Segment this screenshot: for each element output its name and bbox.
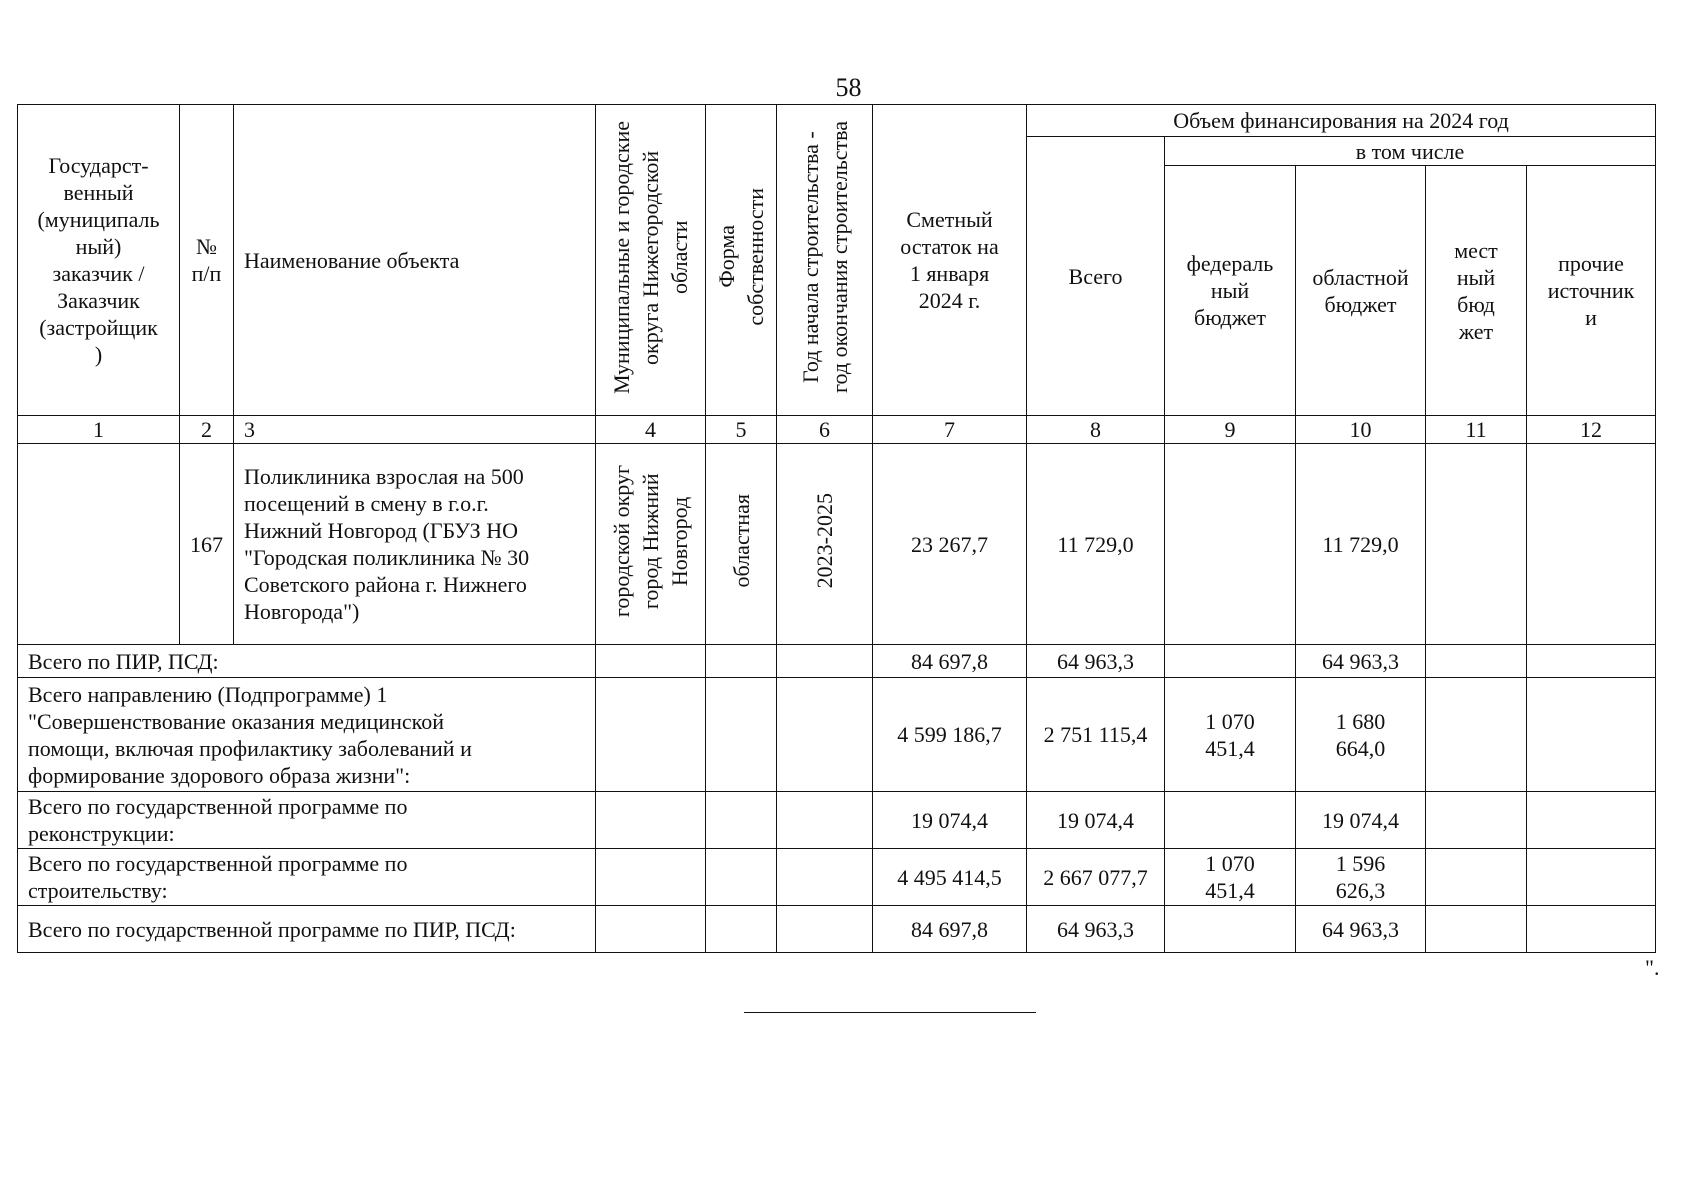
summary-federal <box>1165 906 1296 953</box>
header-financing: Объем финансирования на 2024 год <box>1027 105 1656 137</box>
column-number: 11 <box>1426 416 1527 444</box>
summary-federal: 1 070 451,4 <box>1165 678 1296 792</box>
object-years: 2023-2025 <box>777 444 873 645</box>
object-total: 11 729,0 <box>1027 444 1165 645</box>
column-number: 5 <box>706 416 777 444</box>
column-numbers-row <box>18 416 1656 444</box>
column-number: 2 <box>180 416 234 444</box>
summary-label: Всего по государственной программе по строительству: <box>18 849 596 906</box>
object-other <box>1527 444 1656 645</box>
financing-table <box>17 104 1656 953</box>
column-number: 8 <box>1027 416 1165 444</box>
summary-regional: 64 963,3 <box>1296 645 1426 678</box>
summary-federal <box>1165 792 1296 849</box>
column-number: 6 <box>777 416 873 444</box>
summary-row <box>18 906 1656 953</box>
summary-total: 19 074,4 <box>1027 792 1165 849</box>
header-balance: Сметный остаток на 1 января 2024 г. <box>873 105 1027 416</box>
object-ownership: областная <box>706 444 777 645</box>
header-federal: федераль ный бюджет <box>1165 166 1296 416</box>
column-number: 7 <box>873 416 1027 444</box>
column-number: 10 <box>1296 416 1426 444</box>
summary-regional: 1 680 664,0 <box>1296 678 1426 792</box>
header-object-name: Наименование объекта <box>234 105 596 416</box>
object-balance: 23 267,7 <box>873 444 1027 645</box>
summary-row <box>18 792 1656 849</box>
header-local: мест ный бюд жет <box>1426 166 1527 416</box>
summary-total: 2 667 077,7 <box>1027 849 1165 906</box>
object-local <box>1426 444 1527 645</box>
summary-row <box>18 849 1656 906</box>
object-municipal: городской округ город Нижний Новгород <box>596 444 706 645</box>
summary-balance: 4 495 414,5 <box>873 849 1027 906</box>
summary-total: 64 963,3 <box>1027 645 1165 678</box>
summary-federal <box>1165 645 1296 678</box>
column-number: 3 <box>234 416 596 444</box>
object-number: 167 <box>180 444 234 645</box>
header-ownership: Форма собственности <box>706 105 777 416</box>
column-number: 1 <box>18 416 180 444</box>
summary-label: Всего по государственной программе по ПИР, ПСД: <box>18 906 596 953</box>
summary-label: Всего по государственной программе по реконструкции: <box>18 792 596 849</box>
object-customer <box>18 444 180 645</box>
summary-balance: 19 074,4 <box>873 792 1027 849</box>
header-number: № п/п <box>180 105 234 416</box>
summary-regional: 64 963,3 <box>1296 906 1426 953</box>
column-number: 9 <box>1165 416 1296 444</box>
header-years: Год начала строительства - год окончания строительства <box>777 105 873 416</box>
summary-regional: 1 596 626,3 <box>1296 849 1426 906</box>
object-regional: 11 729,0 <box>1296 444 1426 645</box>
object-row <box>18 444 1656 645</box>
object-federal <box>1165 444 1296 645</box>
page-number: 58 <box>835 73 862 102</box>
header-other: прочие источник и <box>1527 166 1656 416</box>
closing-rule <box>744 1012 1036 1013</box>
summary-total: 64 963,3 <box>1027 906 1165 953</box>
header-total: Всего <box>1027 137 1165 416</box>
summary-label: Всего направлению (Подпрограмме) 1 "Совершенствование оказания медицинской помощи, включая профилактику заболеваний и формирование здорового образа жизни": <box>18 678 596 792</box>
summary-row <box>18 678 1656 792</box>
summary-federal: 1 070 451,4 <box>1165 849 1296 906</box>
header-including: в том числе <box>1165 137 1656 166</box>
summary-balance: 84 697,8 <box>873 906 1027 953</box>
summary-total: 2 751 115,4 <box>1027 678 1165 792</box>
column-number: 4 <box>596 416 706 444</box>
header-regional: областной бюджет <box>1296 166 1426 416</box>
summary-balance: 4 599 186,7 <box>873 678 1027 792</box>
header-municipal: Муниципальные и городские округа Нижегородской области <box>596 105 706 416</box>
summary-balance: 84 697,8 <box>873 645 1027 678</box>
closing-quote-mark: ". <box>1645 955 1660 980</box>
column-number: 12 <box>1527 416 1656 444</box>
summary-regional: 19 074,4 <box>1296 792 1426 849</box>
summary-label: Всего по ПИР, ПСД: <box>18 645 596 678</box>
header-customer: Государст- венный (муниципаль ный) заказчик / Заказчик (застройщик ) <box>18 105 180 416</box>
summary-row <box>18 645 1656 678</box>
object-name: Поликлиника взрослая на 500 посещений в смену в г.о.г. Нижний Новгород (ГБУЗ НО "Городская поликлиника № 30 Советского района г. Нижнего Новгорода") <box>234 444 596 645</box>
